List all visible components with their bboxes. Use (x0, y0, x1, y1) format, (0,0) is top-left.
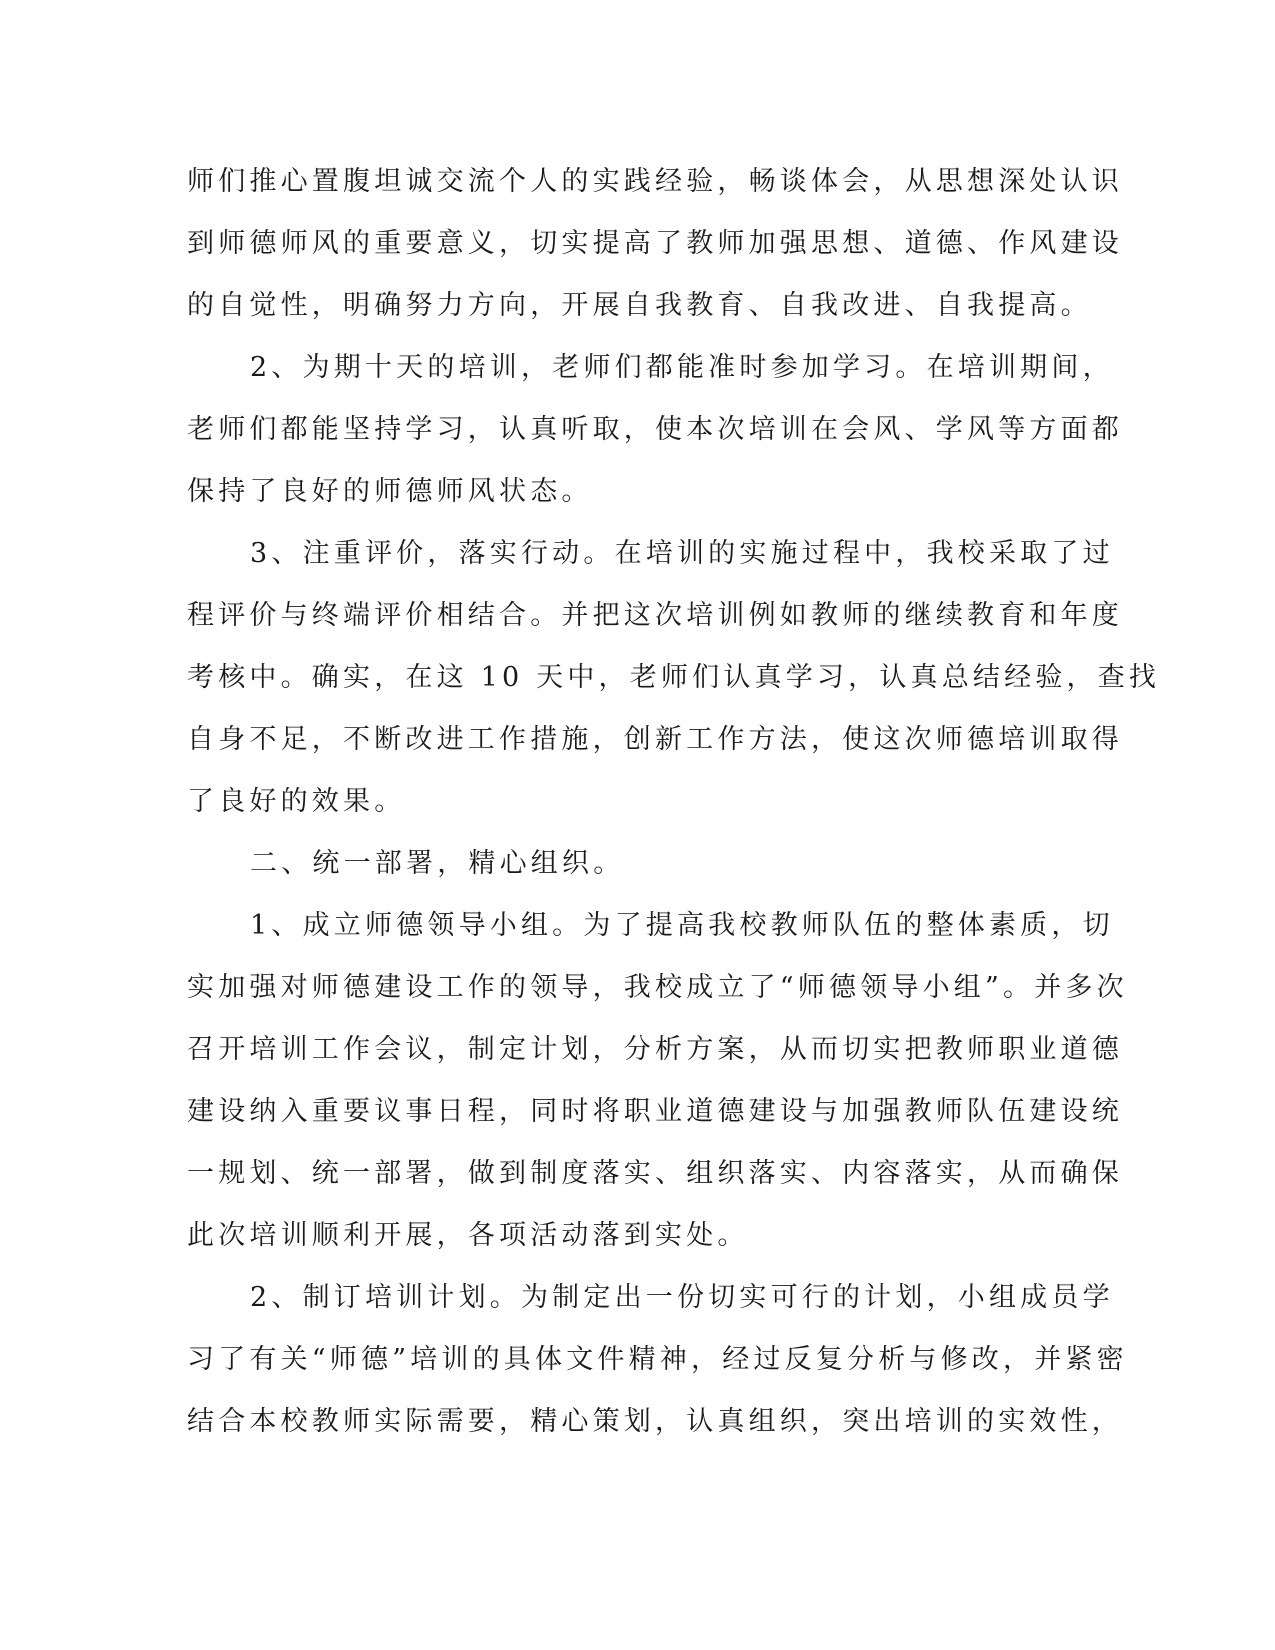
text-line-2: 到师德师风的重要意义，切实提高了教师加强思想、道德、作风建设 (187, 228, 1123, 259)
text-line-6: 保持了良好的师德师风状态。 (187, 476, 593, 507)
section-heading: 二、统一部署，精心组织。 (250, 848, 625, 879)
text-line-7: 3、注重评价，落实行动。在培训的实施过程中，我校采取了过 (250, 538, 1114, 569)
document-body (187, 163, 1161, 1465)
text-line-18: 此次培训顺利开展，各项活动落到实处。 (187, 1220, 749, 1251)
text-line-9: 考核中。确实，在这 10 天中，老师们认真学习，认真总结经验，查找 (187, 662, 1161, 693)
text-line-8: 程评价与终端评价相结合。并把这次培训例如教师的继续教育和年度 (187, 600, 1123, 631)
text-line-16: 建设纳入重要议事日程，同时将职业道德建设与加强教师队伍建设统 (187, 1096, 1123, 1127)
text-line-4: 2、为期十天的培训，老师们都能准时参加学习。在培训期间， (250, 352, 1114, 383)
text-line-17: 一规划、统一部署，做到制度落实、组织落实、内容落实，从而确保 (187, 1158, 1123, 1189)
text-line-15: 召开培训工作会议，制定计划，分析方案，从而切实把教师职业道德 (187, 1034, 1123, 1065)
text-line-13: 1、成立师德领导小组。为了提高我校教师队伍的整体素质，切 (250, 910, 1114, 941)
text-line-20: 习了有关“师德”培训的具体文件精神，经过反复分析与修改，并紧密 (187, 1344, 1128, 1375)
text-line-11: 了良好的效果。 (187, 786, 406, 817)
text-line-3: 的自觉性，明确努力方向，开展自我教育、自我改进、自我提高。 (187, 290, 1092, 321)
text-line-1: 师们推心置腹坦诚交流个人的实践经验，畅谈体会，从思想深处认识 (187, 166, 1123, 197)
text-line-10: 自身不足，不断改进工作措施，创新工作方法，使这次师德培训取得 (187, 724, 1123, 755)
text-line-21: 结合本校教师实际需要，精心策划，认真组织，突出培训的实效性， (187, 1406, 1123, 1437)
text-line-14: 实加强对师德建设工作的领导，我校成立了“师德领导小组”。并多次 (187, 972, 1128, 1003)
text-line-19: 2、制订培训计划。为制定出一份切实可行的计划，小组成员学 (250, 1282, 1114, 1313)
text-line-5: 老师们都能坚持学习，认真听取，使本次培训在会风、学风等方面都 (187, 414, 1123, 445)
